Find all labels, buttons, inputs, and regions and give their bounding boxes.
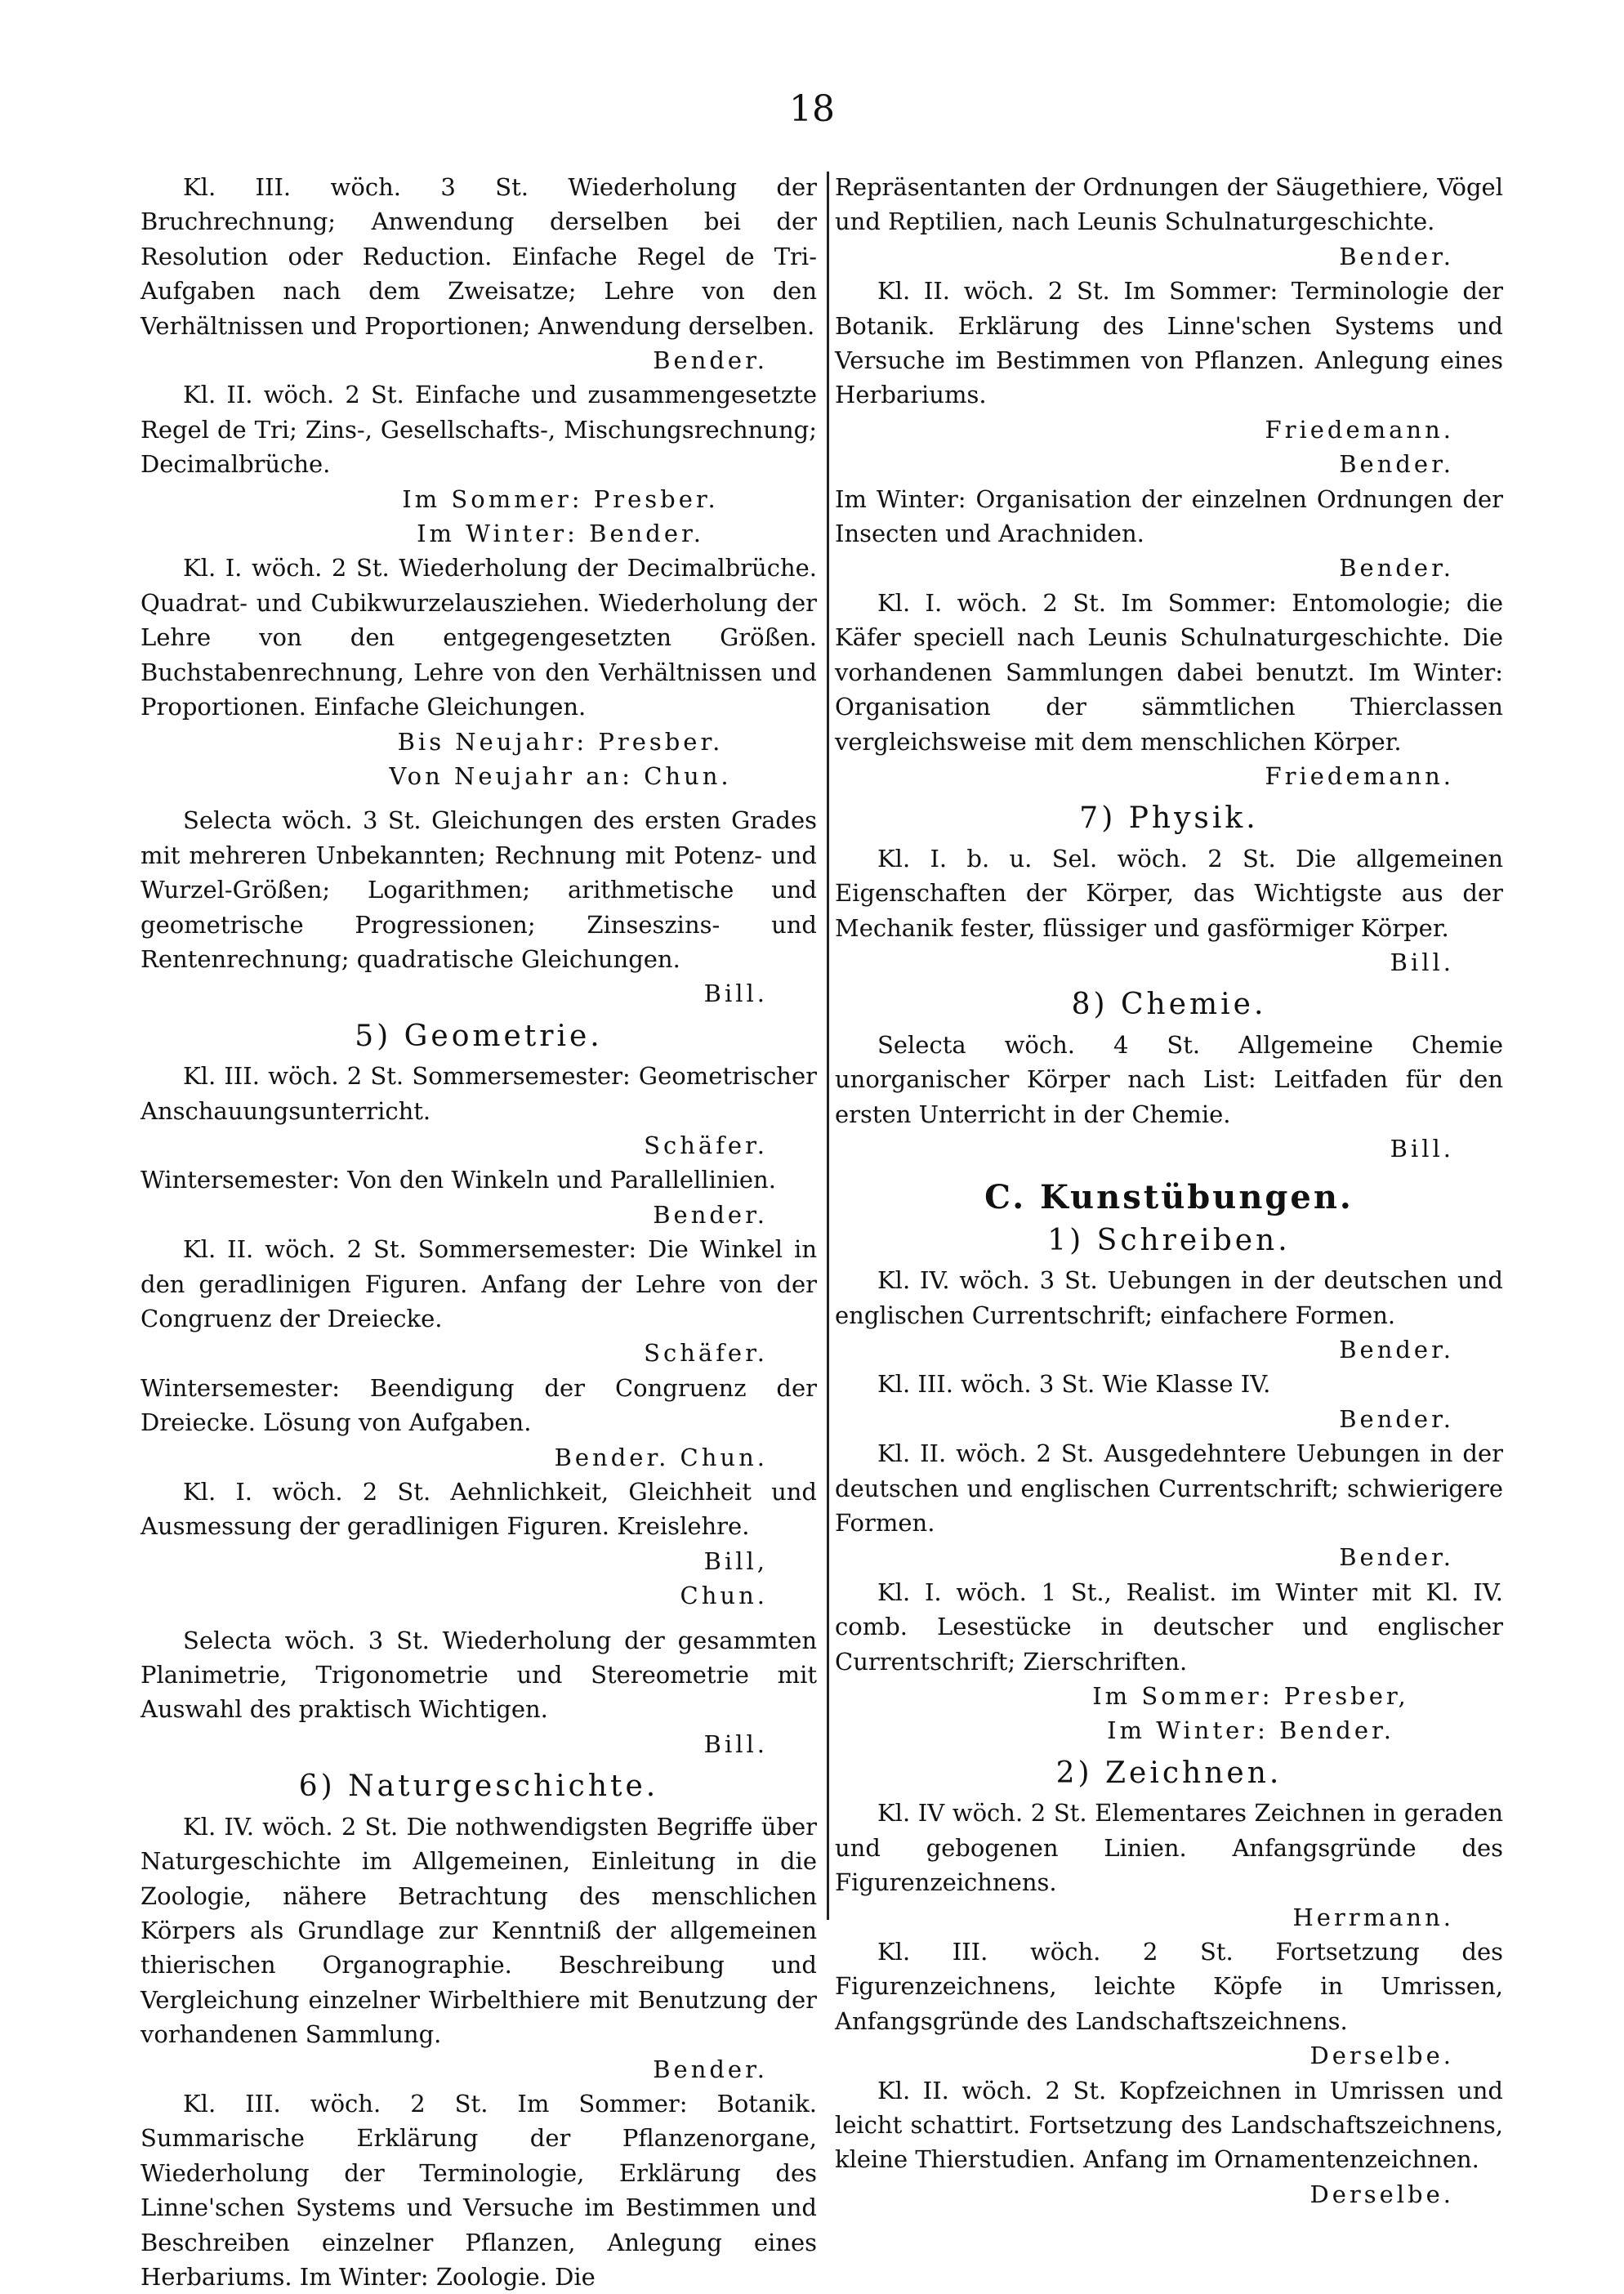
writing-kl2-text: Kl. II. wöch. 2 St. Ausgedehntere Uebungen in der deutschen und englischen Currentschrift; schwierigere Formen. [835,1439,1503,1538]
writing-kl3-teacher: Bender. [1339,1404,1454,1433]
page-number: 18 [789,88,835,130]
nh-kl1-teacher: Friedemann. [1265,761,1454,790]
math-kl1-text: Kl. I. wöch. 2 St. Wiederholung der Decimalbrüche. Quadrat- und Cubikwurzelausziehen. Wiederholung der Lehre von den entgegengesetzten Größen. Buchstabenrechnung, Lehre von den Verhältnissen und Proportionen. Einfache Gleichungen. [141,554,817,721]
geo-kl3-teacher-1: Schäfer. [644,1131,768,1159]
nh-kl2-winter: Im Winter: Organisation der einzelnen Ordnungen der Insecten und Arachniden. [835,484,1503,548]
nh-cont-text: Repräsentanten der Ordnungen der Säugethiere, Vögel und Reptilien, nach Leunis Schulnaturgeschichte. [835,173,1503,236]
nh-kl2-teacher-3: Bender. [1339,554,1454,582]
nh-cont-teacher: Bender. [1339,242,1454,270]
geo-kl1-text: Kl. I. wöch. 2 St. Aehnlichkeit, Gleichheit und Ausmessung der geradlinigen Figuren. Kreislehre. [141,1478,817,1541]
chemistry-text: Selecta wöch. 4 St. Allgemeine Chemie unorganischer Körper nach List: Leitfaden für den ersten Unterricht in der Chemie. [835,1030,1503,1128]
drawing-kl2-text: Kl. II. wöch. 2 St. Kopfzeichnen in Umrissen und leicht schattirt. Fortsetzung des Landschaftszeichnens, kleine Thierstudien. Anfang im Ornamentenzeichnen. [835,2076,1503,2174]
physics-teacher: Bill. [1390,948,1454,976]
nh-kl4-text: Kl. IV. wöch. 2 St. Die nothwendigsten Begriffe über Naturgeschichte im Allgemeinen, Einleitung in die Zoologie, nähere Betrachtung des menschlichen Körpers als Grundlage zur Kenntniß der allgemeinen thierischen Organographie. Beschreibung und Vergleichung einzelner Wirbelthiere mit Benutzung der vorhandenen Sammlung. [141,1812,817,2049]
drawing-kl2-teacher: Derselbe. [1309,2180,1454,2208]
math-kl2-text: Kl. II. wöch. 2 St. Einfache und zusammengesetzte Regel de Tri; Zins-, Gesellschafts-, Mischungsrechnung; Decimalbrüche. [141,381,817,479]
geo-kl1-teacher-2: Chun. [680,1582,768,1610]
math-selecta-text: Selecta wöch. 3 St. Gleichungen des ersten Grades mit mehreren Unbekannten; Rechnung mit Potenz- und Wurzel-Größen; Logarithmen; arithmetische und geometrische Progressionen; Zinseszins- und Rentenrechnung; quadratische Gleichungen. [141,806,817,973]
geo-selecta-teacher: Bill. [703,1729,768,1758]
chemistry-heading: 8) Chemie. [1071,988,1267,1022]
writing-kl4-teacher: Bender. [1339,1336,1454,1363]
geo-kl2-teacher-1: Schäfer. [644,1339,768,1368]
nh-kl1-text: Kl. I. wöch. 2 St. Im Sommer: Entomologie; die Käfer speciell nach Leunis Schulnaturgeschichte. Die vorhandenen Sammlungen dabei benutzt. Im Winter: Organisation der sämmtlichen Thierclassen vergleichsweise mit dem menschlichen Körper. [835,588,1503,756]
nh-kl2-text: Kl. II. wöch. 2 St. Im Sommer: Terminologie der Botanik. Erklärung des Linne'schen Systems und Versuche im Bestimmen von Pflanzen. Anlegung eines Herbariums. [835,277,1503,409]
writing-kl1-text: Kl. I. wöch. 1 St., Realist. im Winter mit Kl. IV. comb. Lesestücke in deutscher und englischer Currentschrift; Zierschriften. [835,1578,1503,1676]
writing-kl1-teacher-winter: Im Winter: Bender. [1107,1716,1394,1745]
natural-history-heading: 6) Naturgeschichte. [298,1770,659,1804]
drawing-kl3-text: Kl. III. wöch. 2 St. Fortsetzung des Figurenzeichnens, leichte Köpfe in Umrissen, Anfangsgründe des Landschaftszeichnens. [835,1937,1503,2035]
math-kl2-teacher-summer: Im Sommer: Presber. [402,484,719,513]
geo-kl2-teacher-2: Bender. Chun. [554,1443,768,1471]
drawing-kl3-teacher: Derselbe. [1309,2042,1454,2070]
nh-kl3-text: Kl. III. wöch. 2 St. Im Sommer: Botanik. Summarische Erklärung der Pflanzenorgane, Wiederholung der Terminologie, Erklärung des Linne'schen Systems und Versuche im Bestimmen und Beschreiben einzelner Pflanzen, Anlegung eines Herbariums. Im Winter: Zoologie. Die [141,2089,817,2291]
geo-kl1-teacher-1: Bill, [703,1546,768,1575]
writing-kl4-text: Kl. IV. wöch. 3 St. Uebungen in der deutschen und englischen Currentschrift; einfachere Formen. [835,1266,1503,1329]
writing-kl2-teacher: Bender. [1339,1543,1454,1572]
left-column [141,170,817,2294]
math-kl3-text: Kl. III. wöch. 3 St. Wiederholung der Bruchrechnung; Anwendung derselben bei der Resolution oder Reduction. Einfache Regel de Tri-Aufgaben nach dem Zweisatze; Lehre von den Verhältnissen und Proportionen; Anwendung derselben. [141,173,817,340]
geo-kl3-winter: Wintersemester: Von den Winkeln und Parallellinien. [141,1166,776,1194]
drawing-kl4-text: Kl. IV wöch. 2 St. Elementares Zeichnen in geraden und gebogenen Linien. Anfangsgründe des Figurenzeichnens. [835,1799,1503,1897]
nh-kl4-teacher: Bender. [653,2055,768,2083]
math-kl1-teacher-2: Von Neujahr an: Chun. [389,761,732,790]
chemistry-teacher: Bill. [1390,1134,1454,1163]
writing-heading: 1) Schreiben. [1047,1223,1291,1257]
math-kl1-teacher-1: Bis Neujahr: Presber. [397,727,724,756]
geo-kl2-winter: Wintersemester: Beendigung der Congruenz der Dreiecke. Lösung von Aufgaben. [141,1373,817,1437]
physics-text: Kl. I. b. u. Sel. wöch. 2 St. Die allgemeinen Eigenschaften der Körper, das Wichtigste aus der Mechanik fester, flüssiger und gasförmiger Körper. [835,844,1503,942]
math-selecta-teacher: Bill. [703,980,768,1008]
writing-kl3-text: Kl. III. wöch. 3 St. Wie Klasse IV. [877,1370,1271,1399]
column-divider [827,172,829,1920]
geo-selecta-text: Selecta wöch. 3 St. Wiederholung der gesammten Planimetrie, Trigonometrie und Stereometrie mit Auswahl des praktisch Wichtigen. [141,1626,817,1724]
nh-kl2-teacher-2: Bender. [1339,450,1454,479]
math-kl3-teacher: Bender. [653,346,768,375]
writing-kl1-teacher-summer: Im Sommer: Presber, [1092,1682,1409,1711]
geo-kl3-teacher-2: Bender. [653,1200,768,1229]
geo-kl3-intro: Kl. III. wöch. 2 St. Sommersemester: Geometrischer Anschauungsunterricht. [141,1062,817,1125]
drawing-heading: 2) Zeichnen. [1055,1756,1283,1790]
geo-kl2-intro: Kl. II. wöch. 2 St. Sommersemester: Die Winkel in den geradlinigen Figuren. Anfang der Lehre von der Congruenz der Dreiecke. [141,1235,817,1332]
nh-kl2-teacher-1: Friedemann. [1265,415,1454,444]
physics-heading: 7) Physik. [1079,801,1259,836]
arts-heading: C. Kunstübungen. [984,1178,1354,1217]
right-column [835,170,1503,2211]
drawing-kl4-teacher: Herrmann. [1292,1903,1454,1931]
math-kl2-teacher-winter: Im Winter: Bender. [417,520,704,548]
geometry-heading: 5) Geometrie. [355,1019,603,1053]
